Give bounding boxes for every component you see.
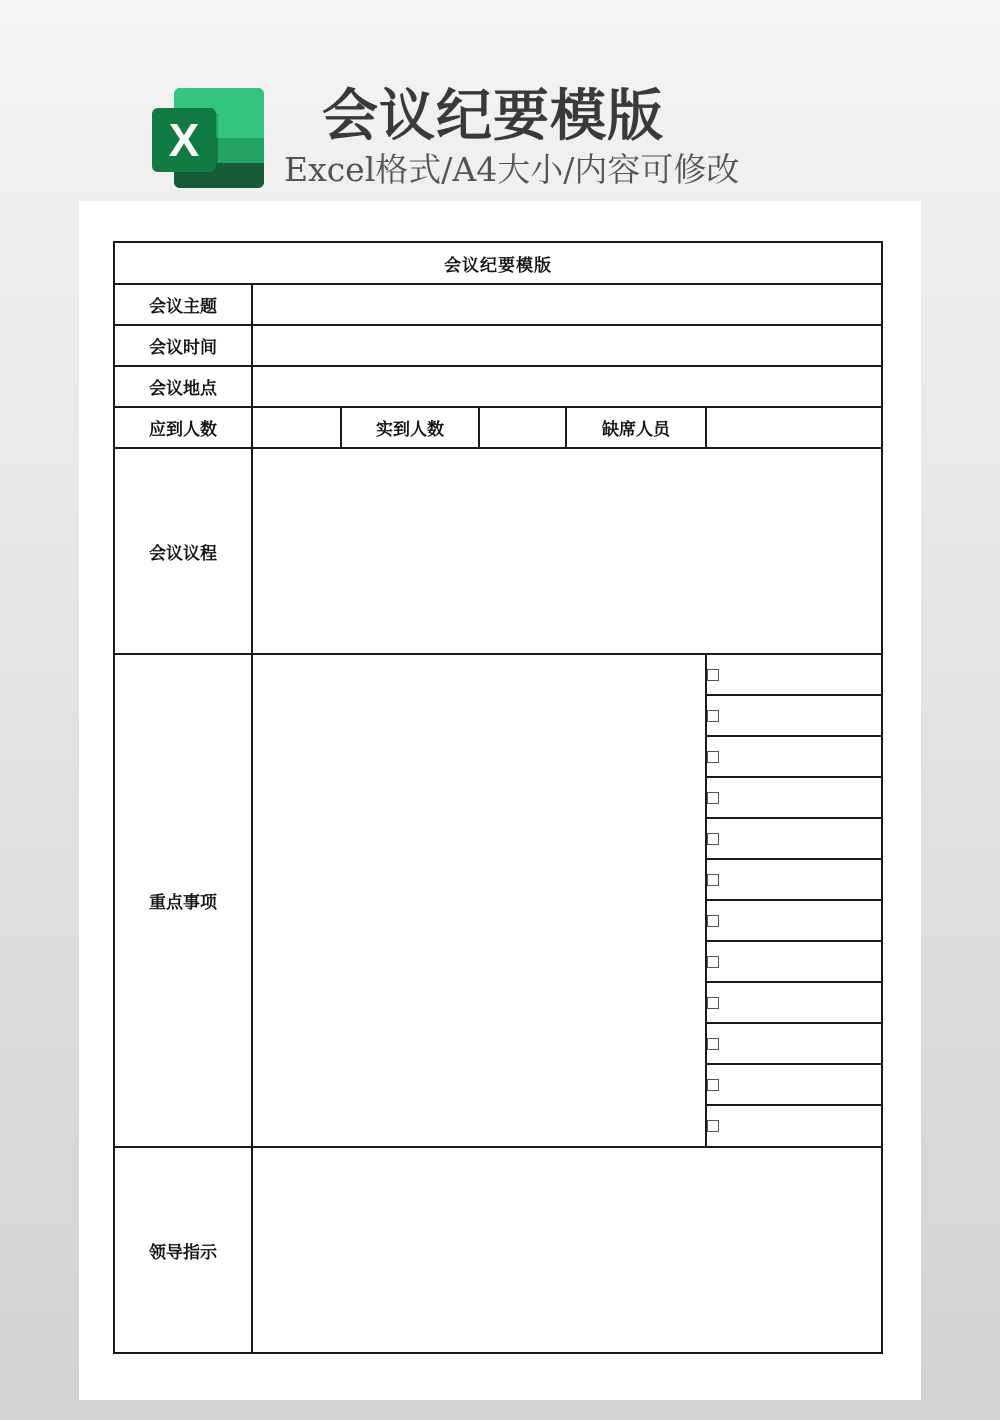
topic-field[interactable] [252, 284, 882, 325]
checkbox[interactable] [707, 1120, 719, 1132]
checkbox[interactable] [707, 710, 719, 722]
actual-count-field[interactable] [479, 407, 566, 448]
checklist-item[interactable] [706, 1064, 882, 1105]
checklist-item[interactable] [706, 695, 882, 736]
checklist-item[interactable] [706, 736, 882, 777]
logo-letter: X [168, 114, 200, 166]
checkbox[interactable] [707, 792, 719, 804]
form-title: 会议纪要模版 [114, 242, 882, 284]
key-items-label: 重点事项 [114, 654, 252, 1147]
absent-members-label: 缺席人员 [566, 407, 706, 448]
checkbox[interactable] [707, 1038, 719, 1050]
checkbox[interactable] [707, 874, 719, 886]
leader-instructions-label: 领导指示 [114, 1147, 252, 1353]
expected-count-field[interactable] [252, 407, 341, 448]
checklist-item[interactable] [706, 982, 882, 1023]
location-field[interactable] [252, 366, 882, 407]
checkbox[interactable] [707, 669, 719, 681]
topic-label: 会议主题 [114, 284, 252, 325]
document-page [79, 201, 921, 1400]
checkbox[interactable] [707, 997, 719, 1009]
absent-members-field[interactable] [706, 407, 882, 448]
agenda-label: 会议议程 [114, 448, 252, 654]
time-field[interactable] [252, 325, 882, 366]
excel-logo-icon [152, 88, 264, 188]
checkbox[interactable] [707, 956, 719, 968]
checklist-item[interactable] [706, 941, 882, 982]
location-label: 会议地点 [114, 366, 252, 407]
checklist-item[interactable] [706, 1023, 882, 1064]
key-items-field[interactable] [252, 654, 706, 1147]
checkbox[interactable] [707, 915, 719, 927]
checkbox[interactable] [707, 1079, 719, 1091]
checklist-item[interactable] [706, 859, 882, 900]
checkbox[interactable] [707, 751, 719, 763]
checklist-item[interactable] [706, 654, 882, 695]
actual-count-label: 实到人数 [341, 407, 479, 448]
checkbox[interactable] [707, 833, 719, 845]
checklist-item[interactable] [706, 777, 882, 818]
time-label: 会议时间 [114, 325, 252, 366]
meeting-minutes-form [113, 241, 883, 1354]
agenda-field[interactable] [252, 448, 882, 654]
expected-count-label: 应到人数 [114, 407, 252, 448]
checklist-item[interactable] [706, 900, 882, 941]
leader-instructions-field[interactable] [252, 1147, 882, 1353]
checklist-item[interactable] [706, 1105, 882, 1147]
checklist-item[interactable] [706, 818, 882, 859]
page-title: 会议纪要模版 [322, 84, 664, 149]
page-subtitle: Excel格式/A4大小/内容可修改 [284, 150, 740, 189]
